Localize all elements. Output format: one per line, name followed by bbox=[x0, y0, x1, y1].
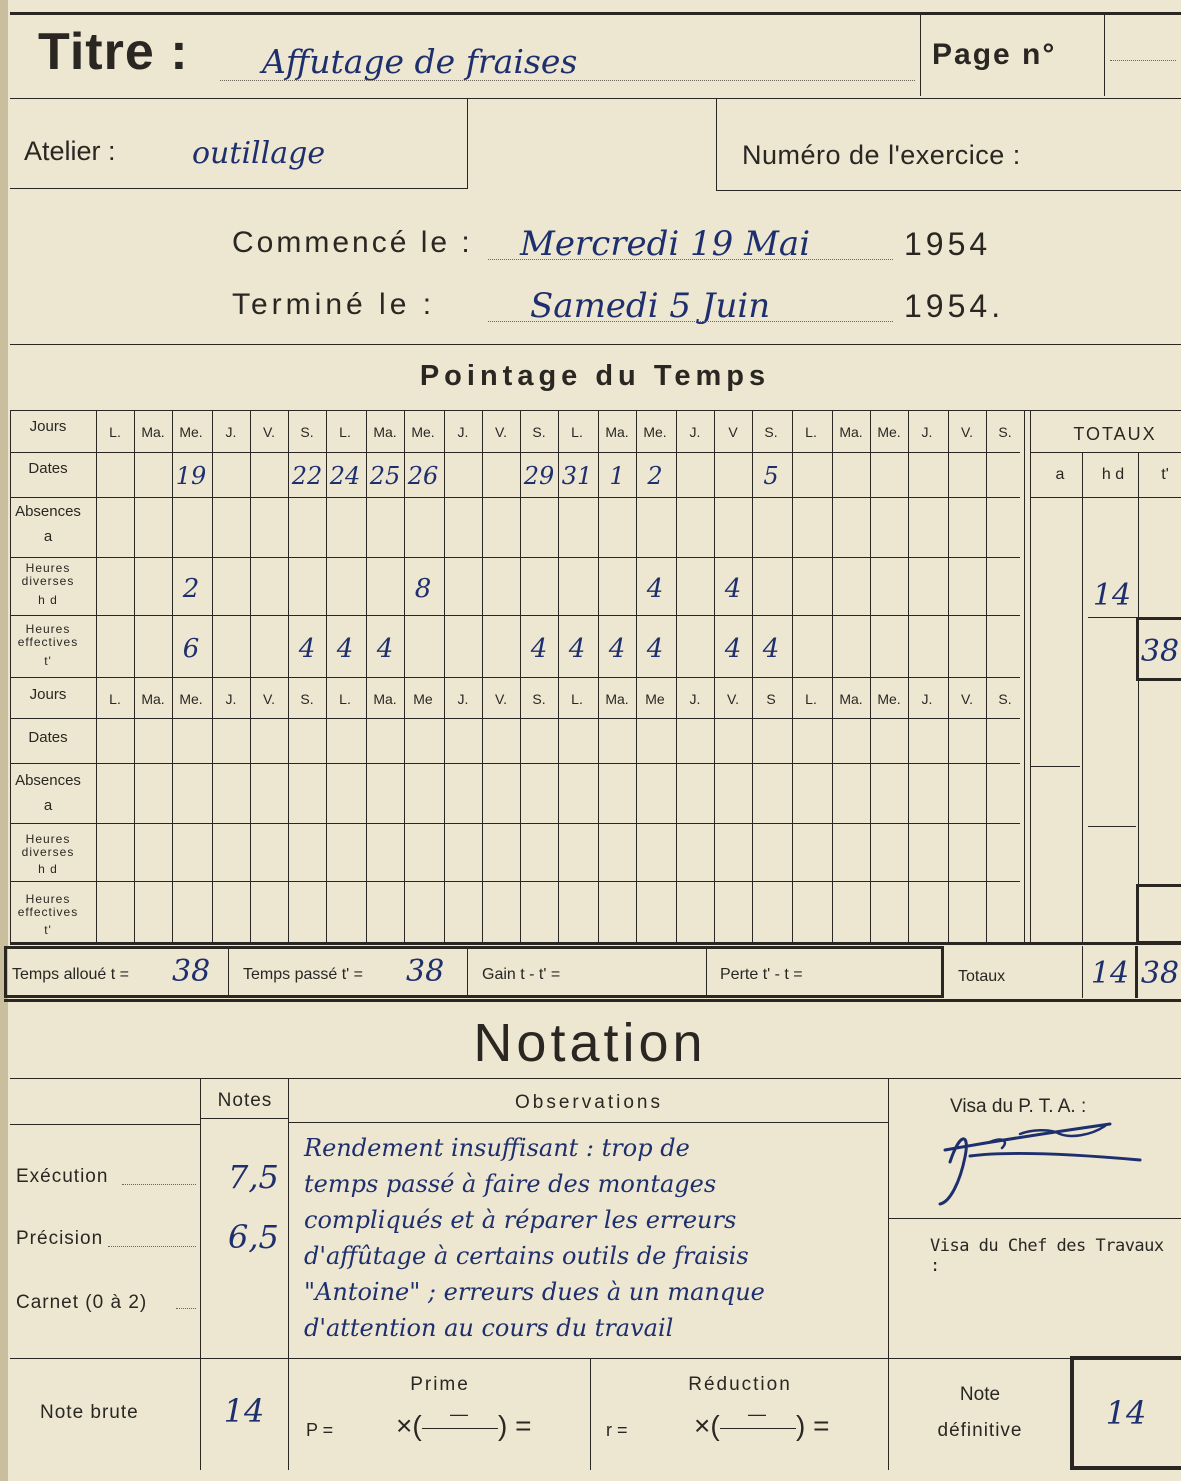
day-label-13: L. bbox=[571, 424, 583, 440]
day-label-2-2: Ma. bbox=[141, 691, 165, 707]
row-label-absences: Absences bbox=[15, 503, 81, 520]
totaux-col-hd: h d bbox=[1101, 466, 1125, 483]
day-label-1: L. bbox=[109, 424, 121, 440]
day-label-2-6: S. bbox=[300, 691, 314, 707]
day-label-2-12: S. bbox=[532, 691, 546, 707]
day-label-22: J. bbox=[921, 424, 933, 440]
day-label-17: V bbox=[728, 424, 738, 440]
page-edge bbox=[0, 0, 8, 1481]
reduction-close: ) = bbox=[796, 1410, 830, 1441]
heures-effectives-cell-15: 4 bbox=[646, 634, 664, 664]
day-label-2-14: Ma. bbox=[605, 691, 629, 707]
row-label-absences-2: Absences bbox=[15, 772, 81, 789]
note-brute-value: 14 bbox=[223, 1392, 265, 1430]
date-cell-15: 2 bbox=[647, 462, 663, 490]
day-label-24: S. bbox=[998, 424, 1012, 440]
observation-line: Rendement insuffisant : trop de bbox=[304, 1134, 690, 1162]
visa-chef-label: Visa du Chef des Travaux : bbox=[930, 1236, 1164, 1276]
criterion-precision-note: 6,5 bbox=[228, 1218, 279, 1256]
day-label-2-17: V. bbox=[727, 691, 739, 707]
day-label-2-24: S. bbox=[998, 691, 1012, 707]
total-hd-row1: 14 bbox=[1092, 578, 1132, 613]
atelier-label: Atelier : bbox=[24, 136, 116, 166]
atelier-value: outillage bbox=[192, 136, 326, 171]
reduction-r: r = bbox=[606, 1420, 628, 1440]
title-label: Titre : bbox=[38, 23, 189, 81]
pta-signature bbox=[930, 1112, 1160, 1212]
day-label-6: S. bbox=[300, 424, 314, 440]
observation-line: d'attention au cours du travail bbox=[304, 1314, 674, 1342]
day-label-2-3: Me. bbox=[179, 691, 203, 707]
termine-year: 1954. bbox=[904, 288, 1005, 324]
observation-line: "Antoine" ; erreurs dues à un manque bbox=[304, 1278, 765, 1306]
note-definitive-value: 14 bbox=[1105, 1394, 1147, 1432]
row-label-dates: Dates bbox=[28, 460, 68, 477]
day-label-2-7: L. bbox=[339, 691, 351, 707]
day-label-2-15: Me bbox=[645, 691, 665, 707]
day-label-2-22: J. bbox=[921, 691, 933, 707]
date-cell-13: 31 bbox=[561, 462, 593, 490]
day-label-2-9: Me bbox=[413, 691, 433, 707]
day-label-10: J. bbox=[457, 424, 469, 440]
row-label-absences-sub-2: a bbox=[43, 797, 53, 814]
perte-label: Perte t' - t = bbox=[720, 966, 803, 983]
pointage-title: Pointage du Temps bbox=[419, 360, 771, 392]
day-label-2-1: L. bbox=[109, 691, 121, 707]
temps-alloue-value: 38 bbox=[172, 954, 211, 989]
day-label-14: Ma. bbox=[605, 424, 629, 440]
page-number-label: Page n° bbox=[932, 38, 1057, 71]
day-label-19: L. bbox=[805, 424, 817, 440]
row-label-heures-effectives: Heures effectives bbox=[17, 622, 79, 649]
heures-effectives-cell-6: 4 bbox=[298, 634, 316, 664]
totaux-footer-label: Totaux bbox=[958, 968, 1006, 985]
criterion-execution-label: Exécution bbox=[16, 1166, 109, 1187]
day-label-2-20: Ma. bbox=[839, 691, 863, 707]
heures-effectives-cell-17: 4 bbox=[724, 634, 742, 664]
totaux-hd-value: 14 bbox=[1090, 956, 1130, 991]
visa-pta-label: Visa du P. T. A. : bbox=[950, 1096, 1087, 1117]
day-label-18: S. bbox=[764, 424, 778, 440]
date-cell-12: 29 bbox=[523, 462, 555, 490]
heures-effectives-cell-7: 4 bbox=[336, 634, 354, 664]
temps-passe-label: Temps passé t' = bbox=[243, 966, 363, 983]
heures-effectives-cell-14: 4 bbox=[608, 634, 626, 664]
row-label-jours: Jours bbox=[29, 418, 67, 435]
row-label-heures-effectives-2: Heures effectives bbox=[17, 892, 79, 919]
heures-diverses-cell-17: 4 bbox=[724, 574, 742, 604]
observation-line: d'affûtage à certains outils de fraisis bbox=[304, 1242, 749, 1270]
row-label-jours-2: Jours bbox=[29, 686, 67, 703]
day-label-2-18: S bbox=[766, 691, 776, 707]
totaux-col-t: t' bbox=[1161, 466, 1169, 483]
day-label-2-23: V. bbox=[961, 691, 973, 707]
day-label-7: L. bbox=[339, 424, 351, 440]
observation-line: compliqués et à réparer les erreurs bbox=[304, 1206, 737, 1234]
observations-header: Observations bbox=[515, 1092, 663, 1113]
criterion-execution-note: 7,5 bbox=[228, 1158, 279, 1196]
reduction-times: ×( bbox=[694, 1410, 720, 1441]
heures-diverses-cell-9: 8 bbox=[414, 574, 432, 604]
row-label-absences-sub: a bbox=[43, 528, 53, 545]
date-cell-6: 22 bbox=[291, 462, 323, 490]
day-label-2-21: Me. bbox=[877, 691, 901, 707]
day-label-2: Ma. bbox=[141, 424, 165, 440]
day-label-11: V. bbox=[495, 424, 507, 440]
heures-effectives-cell-18: 4 bbox=[762, 634, 780, 664]
day-label-2-19: L. bbox=[805, 691, 817, 707]
day-label-5: V. bbox=[263, 424, 275, 440]
prime-label: Prime bbox=[410, 1374, 470, 1395]
totaux-t-value: 38 bbox=[1140, 956, 1180, 991]
day-label-2-13: L. bbox=[571, 691, 583, 707]
day-label-4: J. bbox=[225, 424, 237, 440]
row-label-dates-2: Dates bbox=[28, 729, 68, 746]
row-label-heures-effectives-sub: t' bbox=[44, 654, 52, 668]
row-label-heures-diverses-2: Heures diverses bbox=[21, 832, 75, 859]
day-label-8: Ma. bbox=[373, 424, 397, 440]
commence-year: 1954 bbox=[904, 226, 992, 262]
day-label-15: Me. bbox=[643, 424, 667, 440]
day-label-2-10: J. bbox=[457, 691, 469, 707]
day-label-2-11: V. bbox=[495, 691, 507, 707]
totaux-label: TOTAUX bbox=[1073, 424, 1157, 444]
note-brute-label: Note brute bbox=[40, 1402, 139, 1423]
day-label-23: V. bbox=[961, 424, 973, 440]
gain-label: Gain t - t' = bbox=[482, 966, 561, 983]
date-cell-18: 5 bbox=[763, 462, 779, 490]
day-label-2-8: Ma. bbox=[373, 691, 397, 707]
exercice-label: Numéro de l'exercice : bbox=[742, 140, 1021, 170]
date-cell-8: 25 bbox=[369, 462, 401, 490]
day-label-21: Me. bbox=[877, 424, 901, 440]
date-cell-14: 1 bbox=[609, 462, 625, 490]
totaux-col-a: a bbox=[1055, 466, 1065, 483]
temps-alloue-label: Temps alloué t = bbox=[12, 966, 129, 983]
commence-value: Mercredi 19 Mai bbox=[520, 224, 811, 264]
reduction-fraction: — bbox=[748, 1404, 766, 1424]
prime-close: ) = bbox=[498, 1410, 532, 1441]
temps-passe-value: 38 bbox=[406, 954, 445, 989]
heures-effectives-cell-13: 4 bbox=[568, 634, 586, 664]
prime-p: P = bbox=[306, 1420, 334, 1440]
heures-effectives-cell-12: 4 bbox=[530, 634, 548, 664]
prime-times: ×( bbox=[396, 1410, 422, 1441]
date-cell-7: 24 bbox=[329, 462, 361, 490]
observation-line: temps passé à faire des montages bbox=[304, 1170, 717, 1198]
heures-diverses-cell-15: 4 bbox=[646, 574, 664, 604]
row-label-heures-diverses-sub-2: h d bbox=[38, 862, 58, 876]
row-label-heures-diverses-sub: h d bbox=[38, 593, 58, 607]
row-label-heures-diverses: Heures diverses bbox=[21, 561, 75, 588]
reduction-label: Réduction bbox=[688, 1374, 792, 1395]
termine-label: Terminé le : bbox=[232, 288, 436, 321]
prime-fraction: — bbox=[450, 1404, 468, 1424]
day-label-9: Me. bbox=[411, 424, 435, 440]
date-cell-9: 26 bbox=[407, 462, 439, 490]
heures-effectives-cell-3: 6 bbox=[182, 634, 200, 664]
date-cell-3: 19 bbox=[175, 462, 207, 490]
day-label-2-5: V. bbox=[263, 691, 275, 707]
row-label-heures-effectives-sub-2: t' bbox=[44, 923, 52, 937]
heures-diverses-cell-3: 2 bbox=[182, 574, 200, 604]
heures-effectives-cell-8: 4 bbox=[376, 634, 394, 664]
notes-header: Notes bbox=[217, 1090, 273, 1111]
note-definitive-label-2: définitive bbox=[937, 1420, 1023, 1441]
day-label-12: S. bbox=[532, 424, 546, 440]
note-definitive-label-1: Note bbox=[959, 1384, 1001, 1405]
criterion-precision-label: Précision bbox=[16, 1228, 104, 1249]
termine-value: Samedi 5 Juin bbox=[530, 286, 771, 326]
day-label-2-4: J. bbox=[225, 691, 237, 707]
criterion-carnet-label: Carnet (0 à 2) bbox=[16, 1292, 148, 1313]
day-label-3: Me. bbox=[179, 424, 203, 440]
day-label-16: J. bbox=[689, 424, 701, 440]
day-label-20: Ma. bbox=[839, 424, 863, 440]
notation-title: Notation bbox=[473, 1013, 707, 1073]
title-value: Affutage de fraises bbox=[262, 42, 578, 81]
commence-label: Commencé le : bbox=[232, 226, 473, 259]
total-t-row1: 38 bbox=[1140, 634, 1180, 669]
day-label-2-16: J. bbox=[689, 691, 701, 707]
